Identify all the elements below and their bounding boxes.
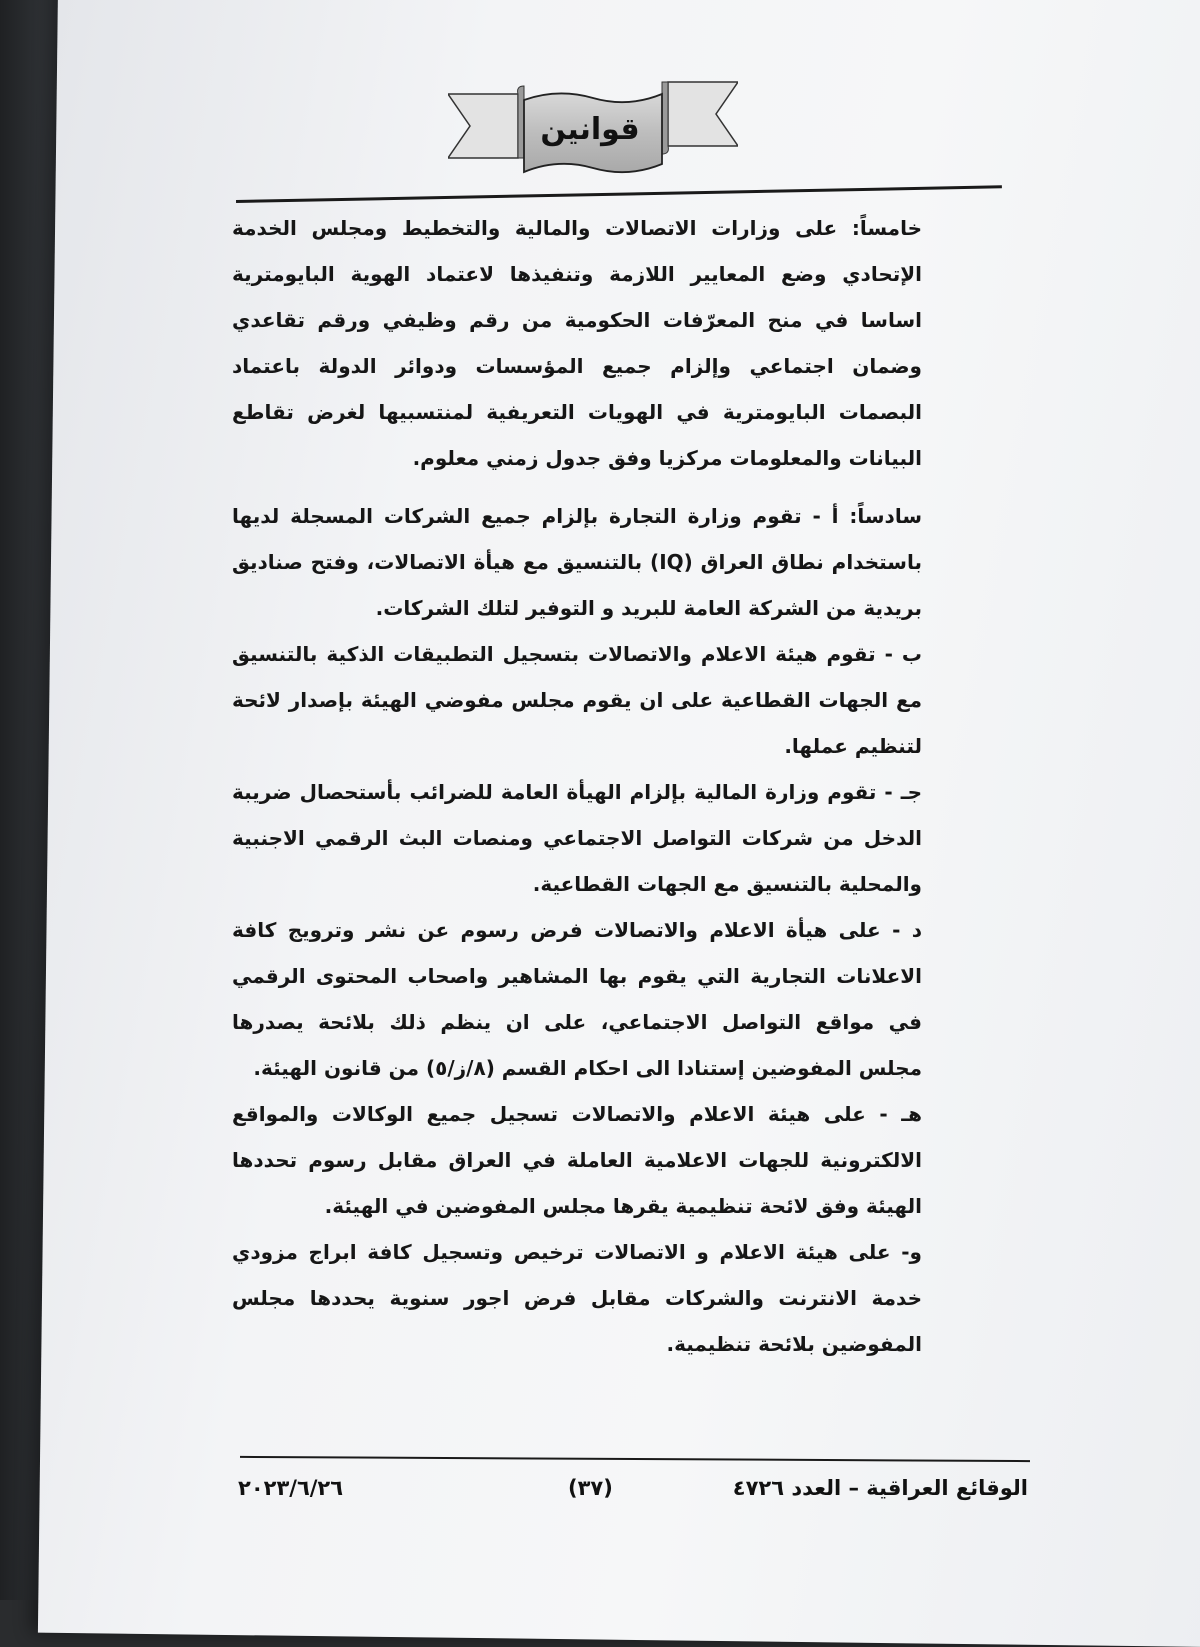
- page-footer: [238, 1468, 1028, 1512]
- list-item: ب - تقوم هيئة الاعلام والاتصالات بتسجيل التطبيقات الذكية بالتنسيق مع الجهات القطاعية على ان يقوم مجلس مفوضي الهيئة بإصدار لائحة لتنظيم عملها.: [232, 642, 922, 758]
- page-number: (٣٧): [568, 1476, 613, 1500]
- publication-date: ٢٠٢٣/٦/٢٦: [238, 1476, 344, 1500]
- list-item: جـ - تقوم وزارة المالية بإلزام الهيأة العامة للضرائب بأستحصال ضريبة الدخل من شركات التواصل الاجتماعي ومنصات البث الرقمي الاجنبية والمحلية بالتنسيق مع الجهات القطاعية.: [232, 780, 922, 896]
- banner-title: قوانين: [540, 112, 640, 147]
- list-item: سادساً: أ - تقوم وزارة التجارة بإلزام جميع الشركات المسجلة لديها باستخدام نطاق العراق (IQ) بالتنسيق مع هيأة الاتصالات، وفتح صناديق بريدية من الشركة العامة للبريد و التوفير لتلك الشركات.: [232, 504, 922, 620]
- section-sadisan: [232, 493, 922, 1367]
- list-item: د - على هيأة الاعلام والاتصالات فرض رسوم عن نشر وترويج كافة الاعلانات التجارية التي يقوم بها المشاهير واصحاب المحتوى الرقمي في مواقع التواصل الاجتماعي، على ان ينظم ذلك بلائحة يصدرها مجلس المفوضين إستنادا الى احكام القسم (٨/ز/٥) من قانون الهيئة.: [232, 918, 922, 1080]
- publication-issue: الوقائع العراقية – العدد ٤٧٢٦: [732, 1476, 1028, 1500]
- paragraph-khamisan: خامساً: على وزارات الاتصالات والمالية والتخطيط ومجلس الخدمة الإتحادي وضع المعايير اللازمة وتنفيذها لاعتماد الهوية البايومترية اساسا في منح المعرّفات الحكومية من رقم وظيفي ورقم تقاعدي وضمان اجتماعي وإلزام جميع المؤسسات ودوائر الدولة باعتماد البصمات البايومترية في الهويات التعريفية لمنتسبيها لغرض تقاطع البيانات والمعلومات مركزيا وفق جدول زمني معلوم.: [232, 216, 922, 470]
- document-body: [232, 205, 922, 1367]
- list-item: و- على هيئة الاعلام و الاتصالات ترخيص وتسجيل كافة ابراج مزودي خدمة الانترنت والشركات مقابل فرض اجور سنوية يحددها مجلس المفوضين بلائحة تنظيمية.: [232, 1240, 922, 1356]
- list-item: هـ - على هيئة الاعلام والاتصالات تسجيل جميع الوكالات والمواقع الالكترونية للجهات الاعلامية العاملة في العراق مقابل رسوم تحددها الهيئة وفق لائحة تنظيمية يقرها مجلس المفوضين في الهيئة.: [232, 1102, 922, 1218]
